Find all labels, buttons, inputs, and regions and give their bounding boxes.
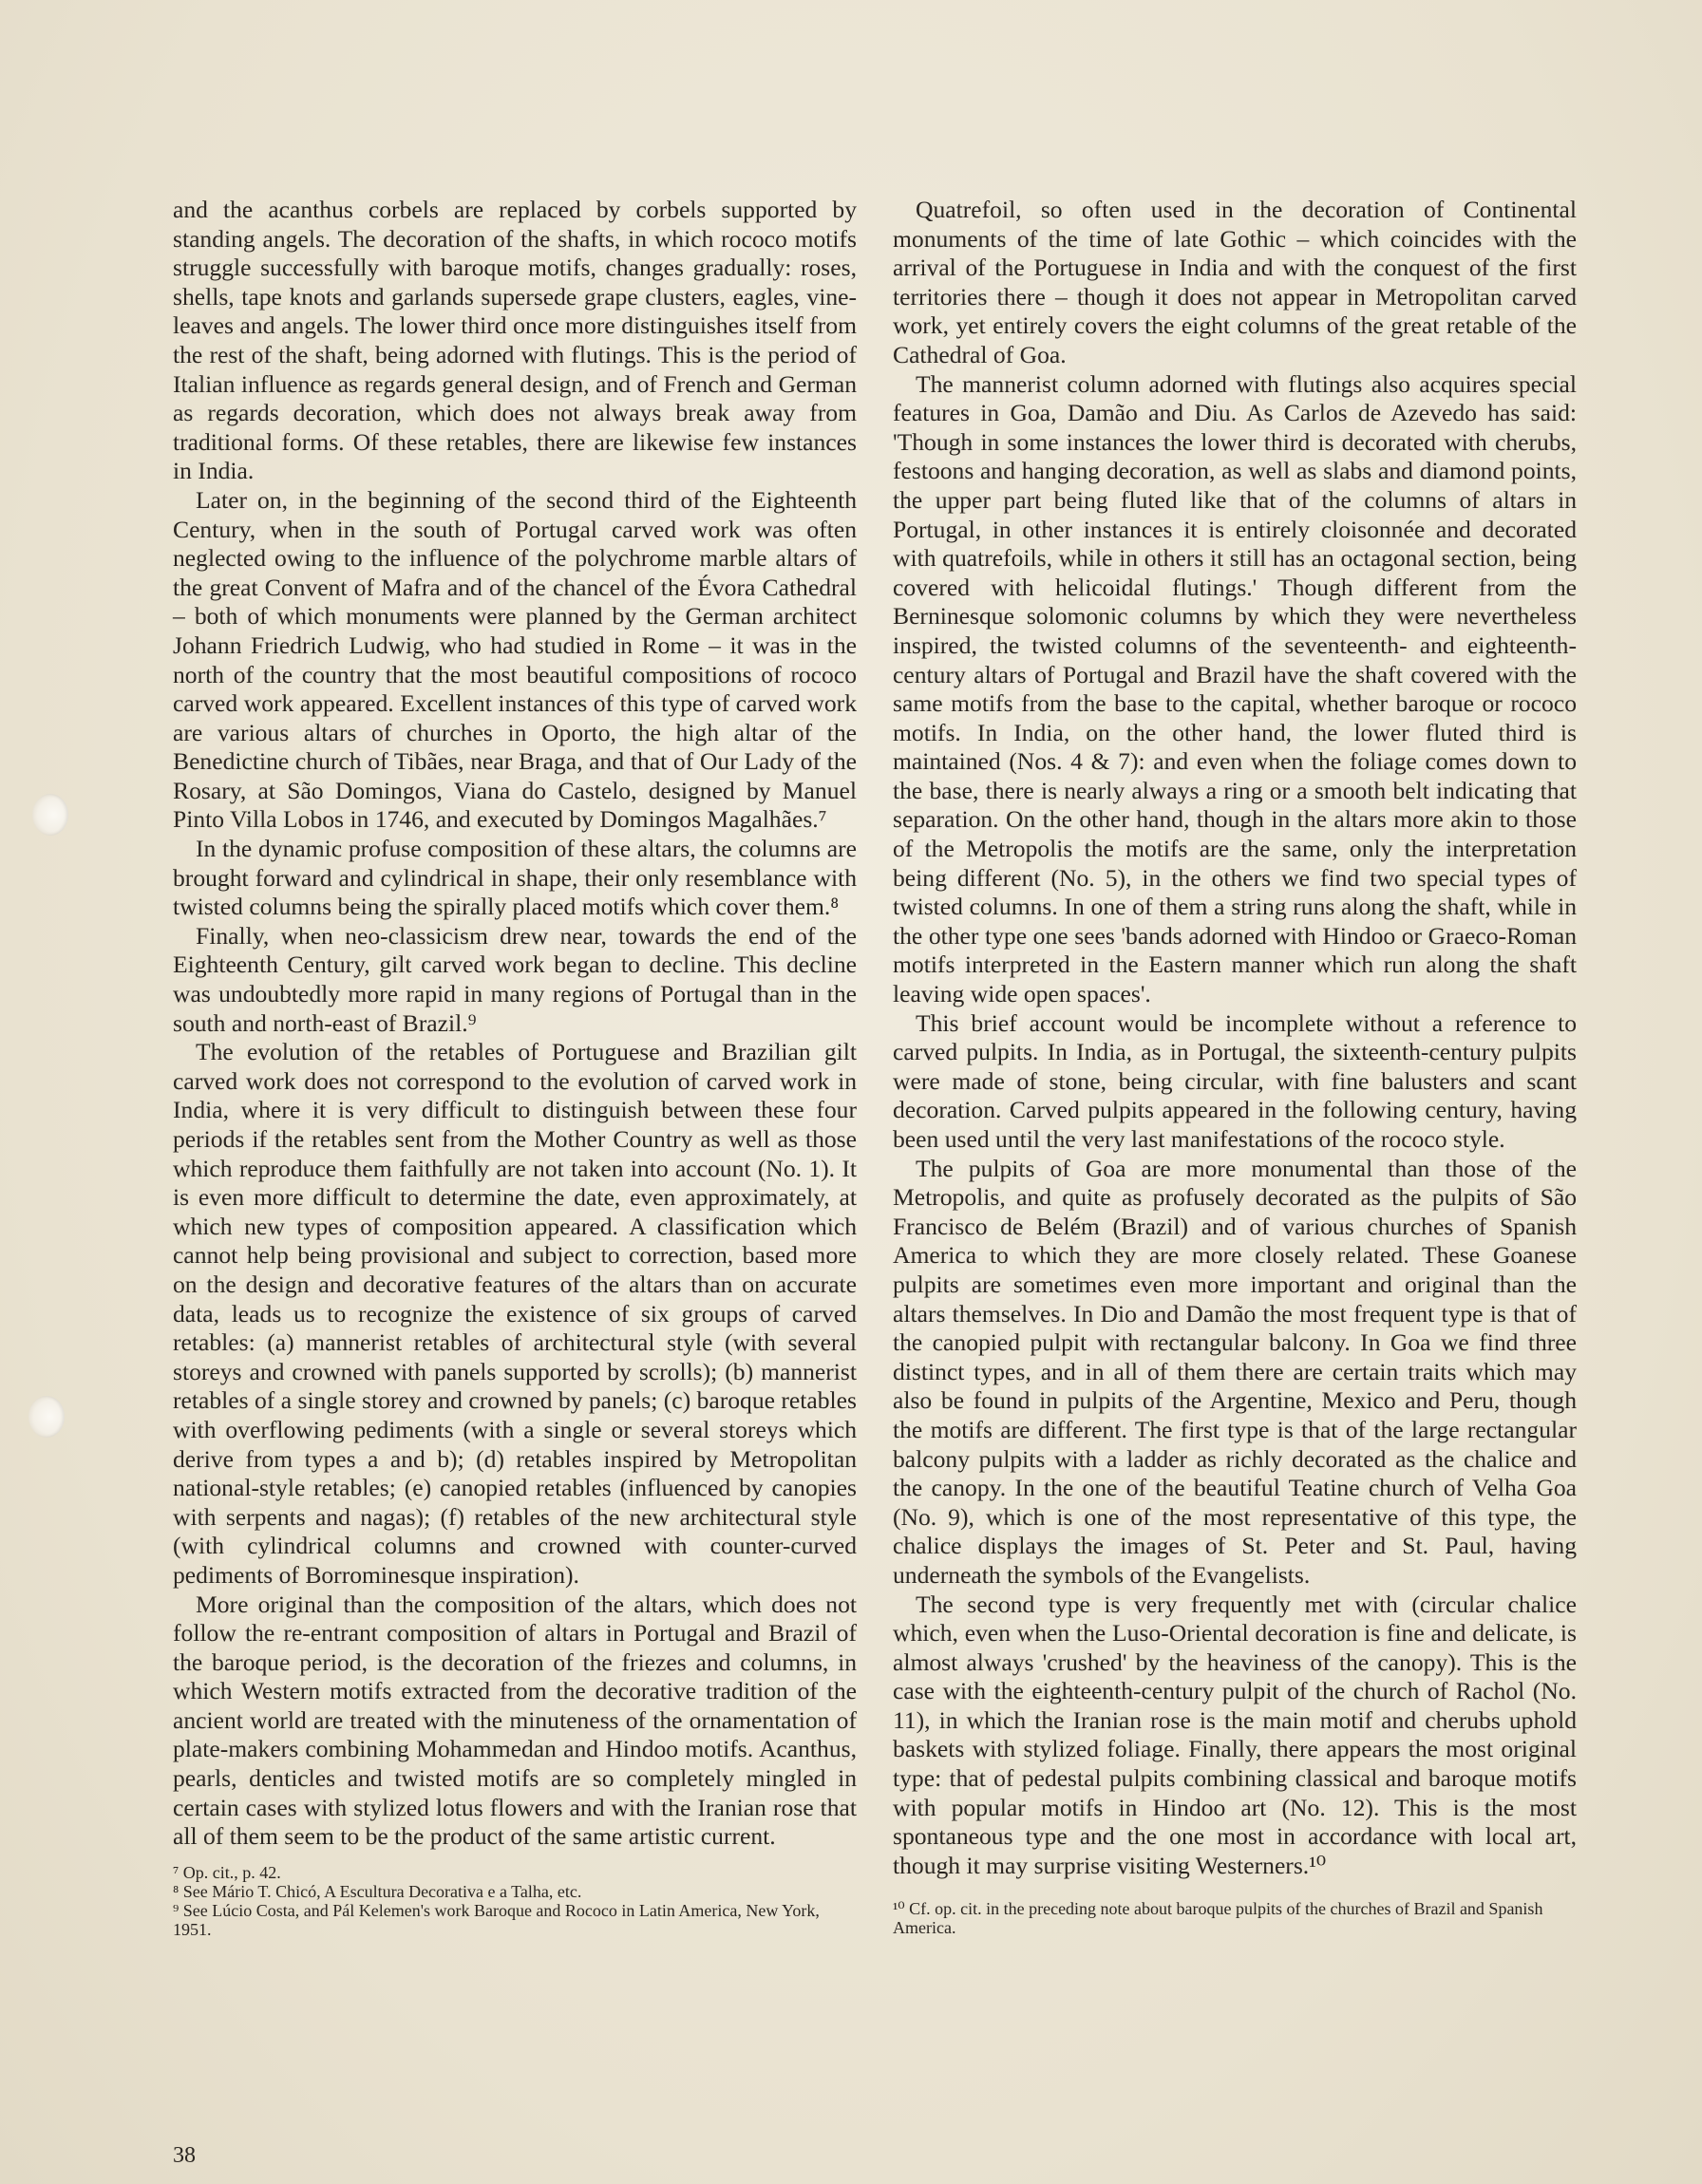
paragraph: Later on, in the beginning of the second third of the Eighteenth Century, when in the south of Portugal carved work was often neglected owing to the influence of the polychrome marble altars of the great Convent of Mafra and of the chancel of the Évora Cathedral – both of which monuments were planned by the German architect Johann Friedrich Ludwig, who had studied in Rome – it was in the north of the country that the most beautiful compositions of rococo carved work appeared. Excellent instances of this type of carved work are various altars of churches in Oporto, the high altar of the Benedictine church of Tibães, near Braga, and that of Our Lady of the Rosary, at São Domingos, Viana do Castelo, designed by Manuel Pinto Villa Lobos in 1746, and executed by Domingos Magalhães.⁷	[173, 485, 857, 834]
footnote: ⁸ See Mário T. Chicó, A Escultura Decorativa e a Talha, etc.	[173, 1881, 582, 1901]
paragraph: The evolution of the retables of Portuguese and Brazilian gilt carved work does not correspond to the evolution of carved work in India, where it is very difficult to distinguish between these four periods if the retables sent from the Mother Country as well as those which reproduce them faithfully are not taken into account (No. 1). It is even more difficult to determine the date, even approximately, at which new types of composition appeared. A classification which cannot help being provisional and subject to correction, based more on the design and decorative features of the altars than on accurate data, leads us to recognize the existence of six groups of carved retables: (a) mannerist retables of architectural style (with several storeys and crowned with panels supported by scrolls); (b) mannerist retables of a single storey and crowned by panels; (c) baroque retables with overflowing pediments (with a single or several storeys which derive from types a and b); (d) retables inspired by Metropolitan national-style retables; (e) canopied retables (influenced by canopies with serpents and nagas); (f) retables of the new architectural style (with cylindrical columns and crowned with counter-curved pediments of Borrominesque inspiration).	[173, 1038, 857, 1589]
paragraph: The pulpits of Goa are more monumental than those of the Metropolis, and quite as profusely decorated as the pulpits of São Francisco de Belém (Brazil) and of various churches of Spanish America to which they are more closely related. These Goanese pulpits are sometimes even more important and original than the altars themselves. In Dio and Damão the most frequent type is that of the canopied pulpit with rectangular balcony. In Goa we find three distinct types, and in all of them there are certain traits which may also be found in pulpits of the Argentine, Mexico and Peru, though the motifs are different. The first type is that of the large rectangular balcony pulpits with a ladder as richly decorated as the chalice and the canopy. In the one of the beautiful Teatine church of Velha Goa (No. 9), which is one of the most representative of this type, the chalice displays the images of St. Peter and St. Paul, having underneath the symbols of the Evangelists.	[893, 1154, 1577, 1589]
paragraph: The mannerist column adorned with flutings also acquires special features in Goa, Damão and Diu. As Carlos de Azevedo has said: 'Though in some instances the lower third is decorated with cherubs, festoons and hanging decoration, as well as slabs and diamond points, the upper part being fluted like that of the columns of altars in Portugal, in other instances it is entirely cloisonnée and decorated with quatrefoils, while in others it still has an octagonal section, being covered with helicoidal flutings.' Though different from the Berninesque solomonic columns by which they were nevertheless inspired, the twisted columns of the seventeenth- and eighteenth-century altars of Portugal and Brazil have the shaft covered with the same motifs from the base to the capital, whether baroque or rococo motifs. In India, on the other hand, the lower fluted third is maintained (Nos. 4 & 7): and even when the foliage comes down to the base, there is nearly always a ring or a smooth belt indicating that separation. On the other hand, though in the altars more akin to those of the Metropolis the motifs are the same, only the interpretation being different (No. 5), in the others we find two special types of twisted columns. In one of them a string runs along the shaft, while in the other type one sees 'bands adorned with Hindoo or Graeco-Roman motifs interpreted in the Eastern manner which run along the shaft leaving wide open spaces'.	[893, 369, 1577, 1008]
paragraph: and the acanthus corbels are replaced by corbels supported by standing angels. The decoration of the shafts, in which rococo motifs struggle successfully with baroque motifs, changes gradually: roses, shells, tape knots and garlands supersede grape clusters, eagles, vine-leaves and angels. The lower third once more distinguishes itself from the rest of the shaft, being adorned with flutings. This is the period of Italian influence as regards general design, and of French and German as regards decoration, which does not always break away from traditional forms. Of these retables, there are likewise few instances in India.	[173, 196, 857, 485]
paragraph: Finally, when neo-classicism drew near, towards the end of the Eighteenth Century, gilt carved work began to decline. This decline was undoubtedly more rapid in many regions of Portugal than in the south and north-east of Brazil.⁹	[173, 921, 857, 1037]
paragraph: Quatrefoil, so often used in the decoration of Continental monuments of the time of late Gothic – which coincides with the arrival of the Portuguese in India and with the conquest of the first territories there – though it does not appear in Metropolitan carved work, yet entirely covers the eight columns of the great retable of the Cathedral of Goa.	[893, 196, 1577, 368]
footnote: ¹⁰ Cf. op. cit. in the preceding note about baroque pulpits of the churches of Brazil and Spanish America.	[893, 1899, 1543, 1938]
page-number: 38	[173, 2143, 196, 2168]
punch-hole	[28, 1396, 65, 1438]
paragraph: More original than the composition of the altars, which does not follow the re-entrant composition of altars in Portugal and Brazil of the baroque period, is the decoration of the friezes and columns, in which Western motifs extracted from the decorative tradition of the ancient world are treated with the minuteness of the ornamentation of plate-makers combining Mohammedan and Hindoo motifs. Acanthus, pearls, denticles and twisted motifs are so completely mingled in certain cases with stylized lotus flowers and with the Iranian rose that all of them seem to be the product of the same artistic current.	[173, 1590, 857, 1851]
punch-hole	[32, 794, 68, 836]
paragraph: The second type is very frequently met with (circular chalice which, even when the Luso-Oriental decoration is fine and delicate, is almost always 'crushed' by the heaviness of the canopy). This is the case with the eighteenth-century pulpit of the church of Rachol (No. 11), in which the Iranian rose is the main motif and cherubs uphold baskets with stylized foliage. Finally, there appears the most original type: that of pedestal pulpits combining classical and baroque motifs with popular motifs in Hindoo art (No. 12). This is the most spontaneous type and the one most in accordance with local art, though it may surprise visiting Westerners.¹⁰	[893, 1590, 1577, 1879]
footnote: ⁹ See Lúcio Costa, and Pál Kelemen's work Baroque and Rococo in Latin America, New York, 1951.	[173, 1900, 820, 1939]
footnotes	[893, 1899, 1577, 1937]
left-column	[173, 196, 857, 1939]
paragraph: This brief account would be incomplete without a reference to carved pulpits. In India, as in Portugal, the sixteenth-century pulpits were made of stone, being circular, with fine balusters and scant decoration. Carved pulpits appeared in the following century, having been used until the very last manifestations of the rococo style.	[893, 1008, 1577, 1153]
footnotes	[173, 1863, 857, 1939]
footnote: ⁷ Op. cit., p. 42.	[173, 1862, 281, 1882]
paragraph: In the dynamic profuse composition of these altars, the columns are brought forward and cylindrical in shape, their only resemblance with twisted columns being the spirally placed motifs which cover them.⁸	[173, 835, 857, 921]
right-column	[893, 196, 1577, 1937]
